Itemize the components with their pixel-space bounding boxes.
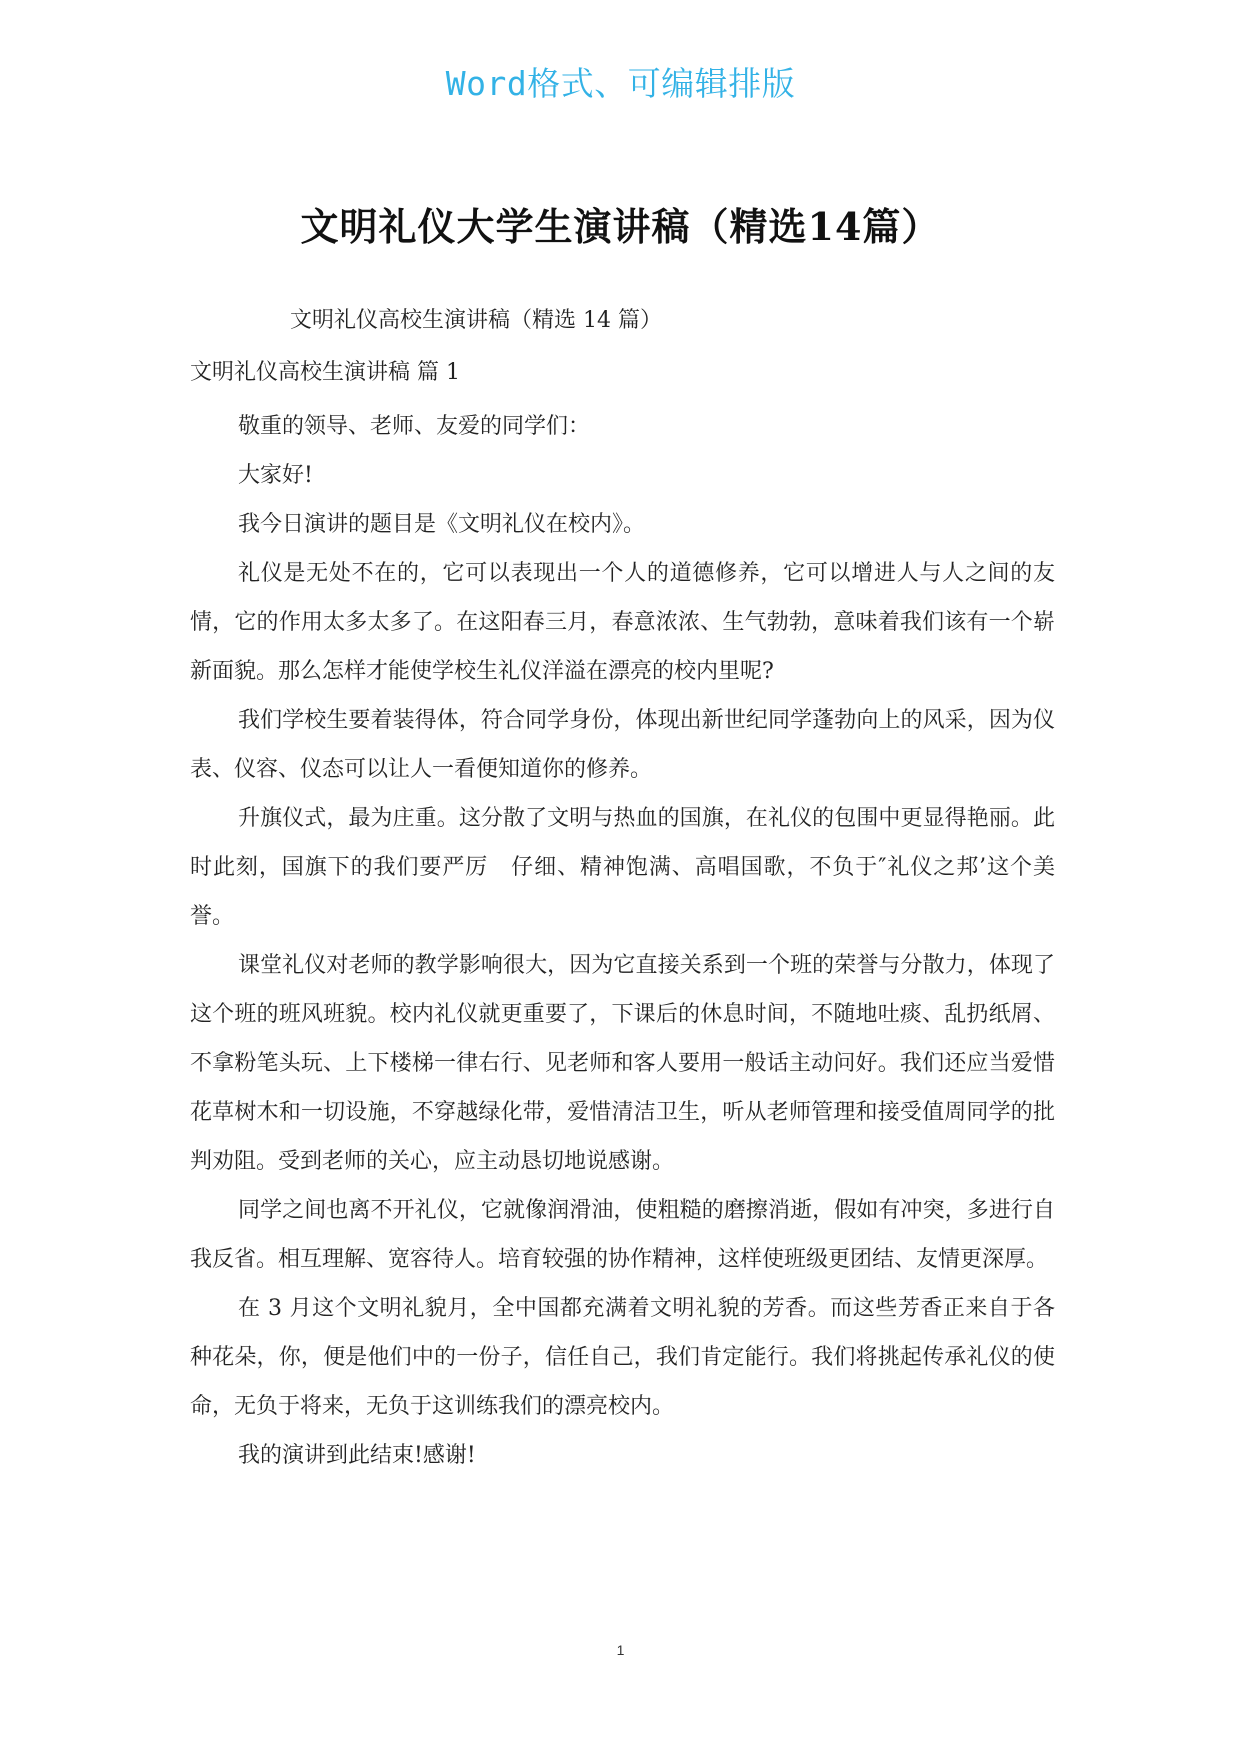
header-banner: Word格式、可编辑排版	[445, 64, 796, 103]
section-heading: 文明礼仪高校生演讲稿 篇 1	[190, 360, 460, 385]
paragraph-greeting: 敬重的领导、老师、友爱的同学们：	[238, 414, 591, 439]
paragraph-classroom: 课堂礼仪对老师的教学影响很大，因为它直接关系到一个班的荣誉与分散力，体现了这个班的班风班貌。校内礼仪就更重要了，下课后的休息时间，不随地吐痰、乱扔纸屑、不拿粉笔头玩、上下楼梯一律右行、见老师和客人要用一般话主动问好。我们还应当爱惜花草树木和一切设施，不穿越绿化带，爱惜清洁卫生，听从老师管理和接受值周同学的批判劝阻。受到老师的关心，应主动恳切地说感谢。	[190, 953, 1055, 1174]
page-number: 1	[616, 1642, 625, 1658]
document-title: 文明礼仪大学生演讲稿（精选14篇）	[300, 204, 941, 249]
paragraph-etiquette-everywhere: 礼仪是无处不在的，它可以表现出一个人的道德修养，它可以增进人与人之间的友情，它的作用太多太多了。在这阳春三月，春意浓浓、生气勃勃，意味着我们该有一个崭新面貌。那么怎样才能使学校生礼仪洋溢在漂亮的校内里呢?	[190, 561, 1055, 684]
paragraph-flag-ceremony: 升旗仪式，最为庄重。这分散了文明与热血的国旗，在礼仪的包围中更显得艳丽。此时此刻，国旗下的我们要严厉 仔细、精神饱满、高唱国歌，不负于″礼仪之邦’这个美誉。	[190, 806, 1055, 929]
paragraph-classmates: 同学之间也离不开礼仪，它就像润滑油，使粗糙的磨擦消逝，假如有冲突，多进行自我反省。相互理解、宽容待人。培育较强的协作精神，这样使班级更团结、友情更深厚。	[190, 1198, 1055, 1272]
paragraph-dress: 我们学校生要着装得体，符合同学身份，体现出新世纪同学蓬勃向上的风采，因为仪表、仪容、仪态可以让人一看便知道你的修养。	[190, 708, 1055, 782]
paragraph-march: 在 3 月这个文明礼貌月，全中国都充满着文明礼貌的芳香。而这些芳香正来自于各种花朵，你，便是他们中的一份子，信任自己，我们肯定能行。我们将挑起传承礼仪的使命，无负于将来，无负于这训练我们的漂亮校内。	[190, 1296, 1055, 1419]
document-subtitle: 文明礼仪高校生演讲稿（精选 14 篇）	[290, 308, 662, 333]
paragraph-closing: 我的演讲到此结束!感谢!	[238, 1443, 476, 1468]
paragraph-hello: 大家好!	[238, 463, 313, 488]
body-text	[190, 402, 1055, 1480]
paragraph-topic: 我今日演讲的题目是《文明礼仪在校内》。	[238, 512, 646, 537]
